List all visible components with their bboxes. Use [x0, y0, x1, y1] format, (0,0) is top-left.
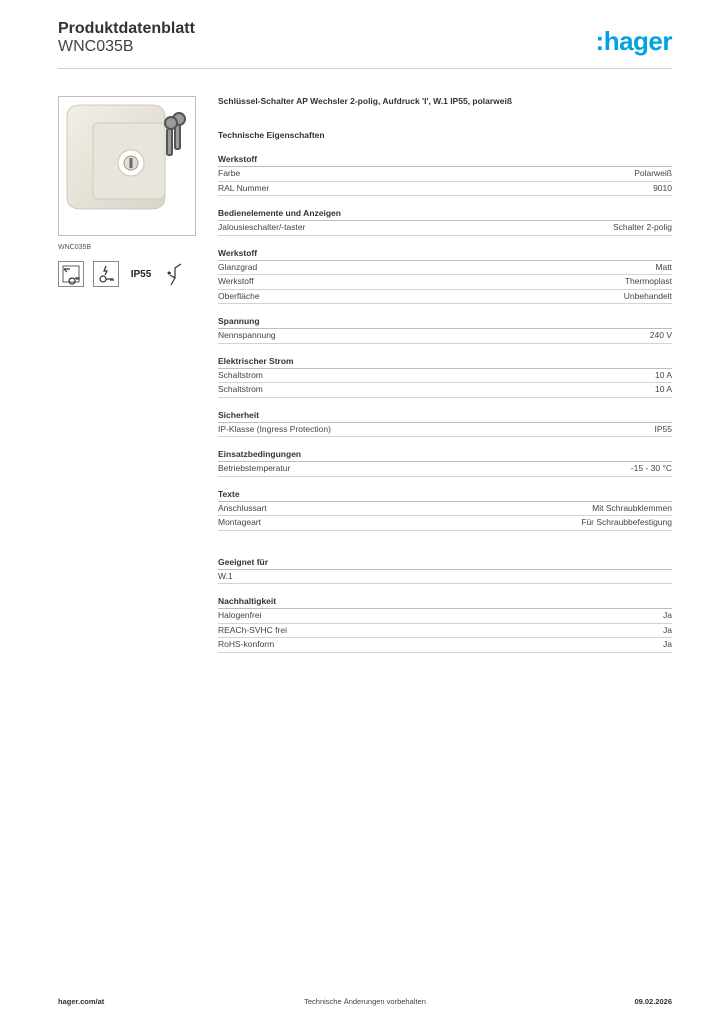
- spec-value: Matt: [655, 261, 672, 272]
- spec-row: [218, 261, 672, 276]
- section-title: Bedienelemente und Anzeigen: [218, 208, 672, 221]
- spec-sections: [218, 154, 672, 653]
- key-switch-icon: [58, 261, 84, 287]
- spec-value: -15 - 30 °C: [630, 463, 672, 473]
- spec-column: [218, 96, 672, 653]
- spec-row: [218, 423, 672, 438]
- section-title: Sicherheit: [218, 410, 672, 423]
- spec-section: [218, 248, 672, 305]
- spec-label: Nennspannung: [218, 330, 276, 340]
- spec-label: Oberfläche: [218, 290, 260, 301]
- spec-section: [218, 596, 672, 653]
- section-title: Werkstoff: [218, 154, 672, 167]
- spec-row: [218, 369, 672, 384]
- spec-label: RAL Nummer: [218, 182, 270, 193]
- spec-value: 9010: [653, 182, 672, 193]
- spec-label: Schaltstrom: [218, 369, 263, 380]
- spec-row: [218, 329, 672, 344]
- page-header: [58, 20, 672, 68]
- logo-text: hager: [603, 26, 672, 56]
- spec-label: IP-Klasse (Ingress Protection): [218, 423, 331, 434]
- spec-value: Polarweiß: [634, 168, 672, 178]
- spec-label: Farbe: [218, 168, 241, 178]
- spec-label: W.1: [218, 570, 233, 581]
- spec-row: [218, 516, 672, 531]
- section-title: Werkstoff: [218, 248, 672, 261]
- spec-value: 10 A: [654, 369, 672, 380]
- spec-value: Schalter 2-polig: [612, 222, 672, 232]
- spec-row: [218, 182, 672, 197]
- section-title: Texte: [218, 489, 672, 502]
- spec-label: Anschlussart: [218, 502, 267, 513]
- key-lock-icon: [93, 261, 119, 287]
- spec-label: RoHS-konform: [218, 639, 275, 649]
- spec-label: Jalousieschalter/-taster: [218, 222, 306, 232]
- product-image: [58, 96, 196, 236]
- spec-row: [218, 638, 672, 653]
- spec-label: Halogenfrei: [218, 610, 262, 620]
- product-media-column: [58, 96, 196, 287]
- spec-value: Ja: [663, 624, 672, 635]
- spec-value: Ja: [663, 639, 672, 649]
- footer-date: 09.02.2026: [634, 997, 672, 1006]
- spec-value: Für Schraubbefestigung: [581, 517, 672, 527]
- spec-label: Schaltstrom: [218, 384, 263, 394]
- spec-section: [218, 557, 672, 585]
- ip55-badge: IP55: [130, 268, 152, 280]
- spec-row: [218, 275, 672, 290]
- spec-section: [218, 154, 672, 196]
- spec-value: Thermoplast: [624, 276, 672, 286]
- spec-label: Betriebstemperatur: [218, 463, 291, 473]
- key-switch-illustration-icon: [59, 97, 195, 235]
- spec-label: REACh-SVHC frei: [218, 624, 287, 635]
- footer-note: Technische Änderungen vorbehalten: [304, 997, 426, 1006]
- spec-section: [218, 449, 672, 477]
- section-title: Elektrischer Strom: [218, 356, 672, 369]
- feature-icons: [58, 261, 196, 287]
- spec-section: [218, 208, 672, 236]
- product-description: Schlüssel-Schalter AP Wechsler 2-polig, Aufdruck 'I', W.1 IP55, polarweiß: [218, 96, 513, 106]
- spec-value: Mit Schraubklemmen: [592, 502, 672, 513]
- spec-label: Montageart: [218, 517, 261, 527]
- section-title: Spannung: [218, 316, 672, 329]
- section-title: Einsatzbedingungen: [218, 449, 672, 462]
- spec-value: Unbehandelt: [623, 290, 672, 301]
- spec-row: [218, 570, 672, 585]
- switch-symbol-icon: [163, 261, 189, 287]
- spec-section: [218, 489, 672, 531]
- spec-row: [218, 167, 672, 182]
- spec-value: 240 V: [649, 330, 672, 340]
- footer-website[interactable]: hager.com/at: [58, 997, 105, 1006]
- section-title: Geeignet für: [218, 557, 672, 570]
- spec-value: 10 A: [654, 384, 672, 394]
- spec-value: Ja: [663, 610, 672, 620]
- page-footer: [58, 997, 672, 1009]
- spec-row: [218, 462, 672, 477]
- spec-row: [218, 609, 672, 624]
- document-title: Produktdatenblatt: [58, 20, 195, 37]
- spec-section: [218, 316, 672, 344]
- spec-section: [218, 410, 672, 438]
- image-caption: WNC035B: [58, 244, 92, 251]
- spec-label: Glanzgrad: [218, 261, 258, 272]
- spec-row: [218, 624, 672, 639]
- spec-heading: Technische Eigenschaften: [218, 130, 325, 140]
- section-title: Nachhaltigkeit: [218, 596, 672, 609]
- spec-row: [218, 221, 672, 236]
- spec-section: [218, 356, 672, 398]
- spec-row: [218, 290, 672, 305]
- spec-row: [218, 502, 672, 517]
- spec-label: Werkstoff: [218, 276, 254, 286]
- hager-logo: [596, 26, 672, 57]
- header-divider: [58, 68, 672, 69]
- spec-row: [218, 383, 672, 398]
- logo-dots-icon: :: [595, 26, 604, 56]
- spec-value: IP55: [654, 423, 672, 434]
- product-code: WNC035B: [58, 38, 134, 55]
